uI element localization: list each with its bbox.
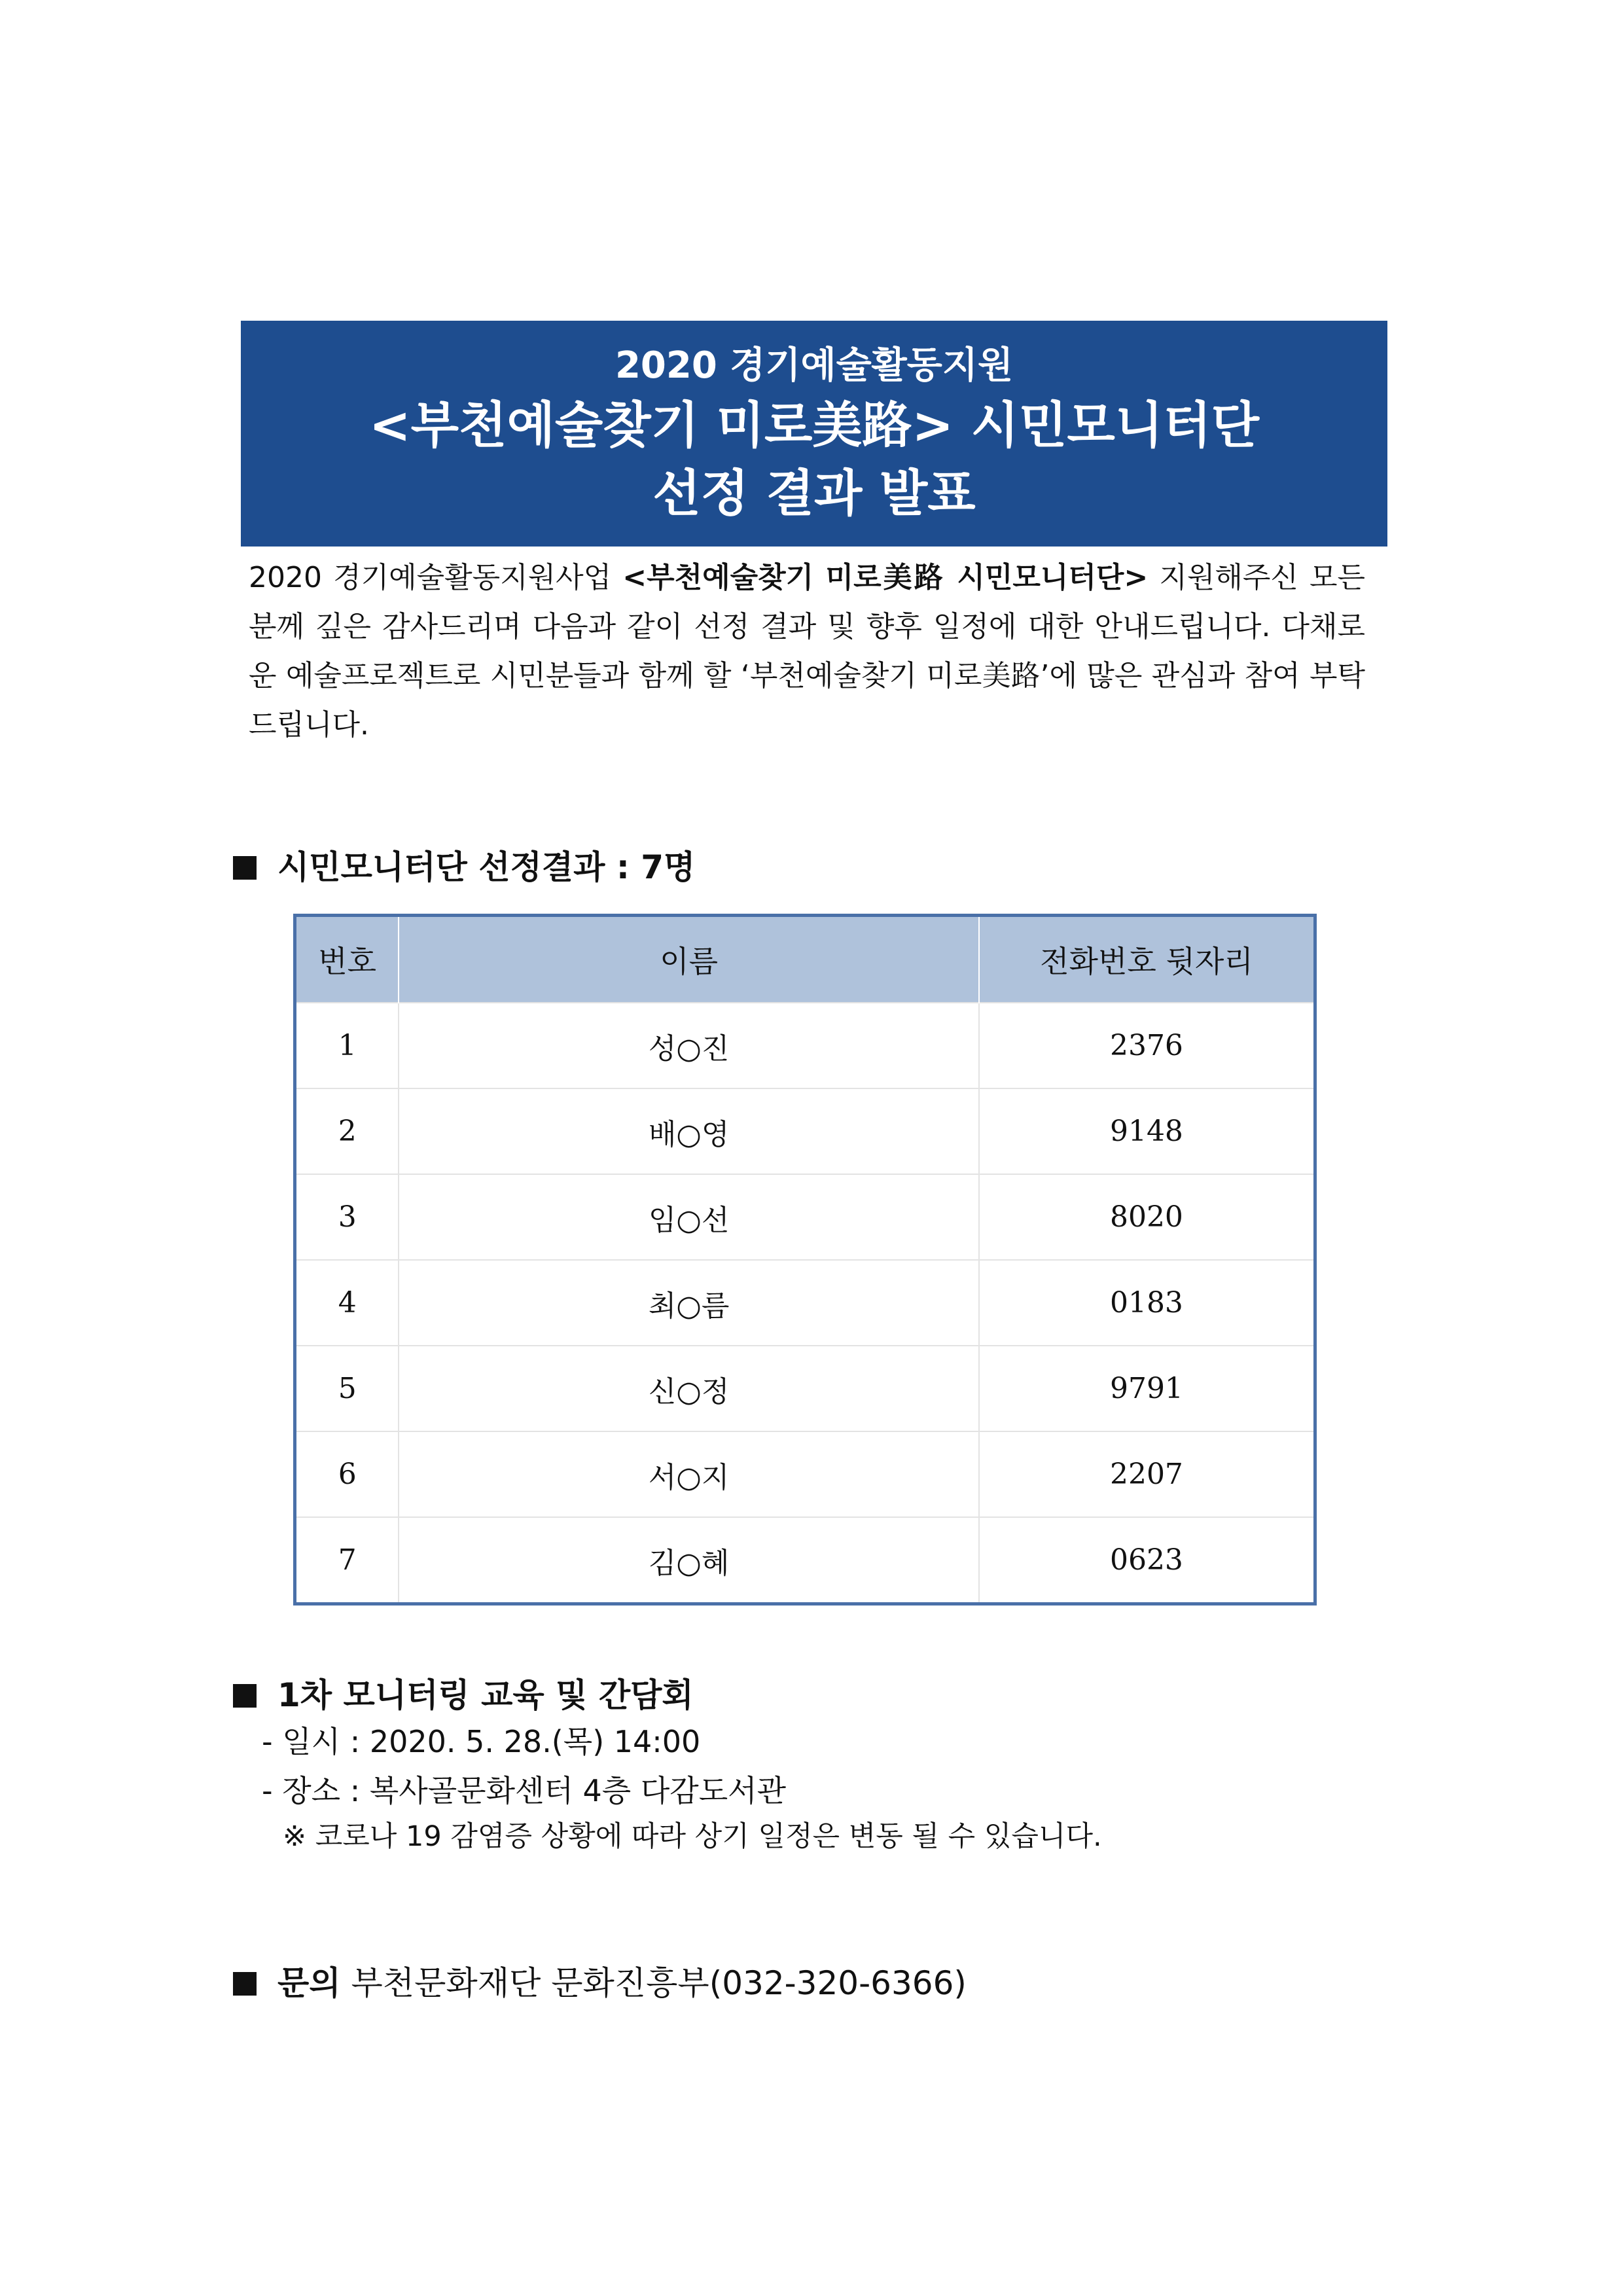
cell-number: 7 [295, 1517, 399, 1604]
square-bullet-icon [233, 1972, 257, 1996]
cell-phone: 8020 [979, 1174, 1315, 1260]
cell-name: 신○정 [399, 1346, 979, 1431]
table-row [295, 1517, 1315, 1604]
training-date: - 일시 : 2020. 5. 28.(목) 14:00 [262, 1724, 701, 1759]
section-training-heading [233, 1669, 694, 1716]
cell-phone: 9148 [979, 1088, 1315, 1174]
title-line-2: <부천예술찾기 미로美路> 시민모니터단 [368, 396, 1260, 454]
cell-phone: 2207 [979, 1431, 1315, 1517]
cell-name: 김○혜 [399, 1517, 979, 1604]
cell-name: 서○지 [399, 1431, 979, 1517]
cell-number: 2 [295, 1088, 399, 1174]
table-row [295, 1088, 1315, 1174]
results-table [293, 914, 1317, 1605]
contact-label: 문의 [277, 1964, 341, 2002]
cell-phone: 2376 [979, 1003, 1315, 1088]
cell-phone: 0183 [979, 1260, 1315, 1346]
intro-paragraph [249, 553, 1365, 749]
cell-number: 3 [295, 1174, 399, 1260]
table-row [295, 1260, 1315, 1346]
cell-number: 5 [295, 1346, 399, 1431]
cell-phone: 9791 [979, 1346, 1315, 1431]
training-place: - 장소 : 복사골문화센터 4층 다감도서관 [262, 1773, 787, 1808]
title-banner [241, 321, 1387, 547]
cell-phone: 0623 [979, 1517, 1315, 1604]
table-header-row [295, 916, 1315, 1003]
cell-number: 6 [295, 1431, 399, 1517]
intro-part-1: 2020 경기예술활동지원사업 [249, 561, 623, 594]
table-row [295, 1346, 1315, 1431]
cell-name: 배○영 [399, 1088, 979, 1174]
table-row [295, 1003, 1315, 1088]
header-phone: 전화번호 뒷자리 [979, 916, 1315, 1003]
section-contact-heading [233, 1957, 967, 2004]
title-line-3: 선정 결과 발표 [652, 464, 976, 522]
section-results-title: 시민모니터단 선정결과 : 7명 [277, 848, 696, 886]
cell-number: 1 [295, 1003, 399, 1088]
cell-name: 최○름 [399, 1260, 979, 1346]
section-results-heading [233, 841, 695, 888]
section-training-title: 1차 모니터링 교육 및 간담회 [277, 1676, 694, 1714]
cell-number: 4 [295, 1260, 399, 1346]
contact-info: 부천문화재단 문화진흥부(032-320-6366) [340, 1964, 967, 2002]
cell-name: 임○선 [399, 1174, 979, 1260]
table-row [295, 1174, 1315, 1260]
square-bullet-icon [233, 856, 257, 880]
header-number: 번호 [295, 916, 399, 1003]
square-bullet-icon [233, 1684, 257, 1708]
header-name: 이름 [399, 916, 979, 1003]
table-row [295, 1431, 1315, 1517]
intro-bold-project: <부천예술찾기 미로美路 시민모니터단> [622, 561, 1149, 594]
intro-part-2: 지원해주신 모든 분께 깊은 감사드리며 다음과 같이 선정 결과 및 향후 일정에 대한 안내드립니다. 다채로운 예술프로젝트로 시민분들과 함께 할 ‘부천예술찾기 미로美路’에 많은 관심과 참여 부탁드립니다. [249, 561, 1366, 742]
cell-name: 성○진 [399, 1003, 979, 1088]
title-line-1: 2020 경기예술활동지원 [615, 344, 1014, 387]
training-note: ※ 코로나 19 감염증 상황에 따라 상기 일정은 변동 될 수 있습니다. [283, 1820, 1102, 1853]
